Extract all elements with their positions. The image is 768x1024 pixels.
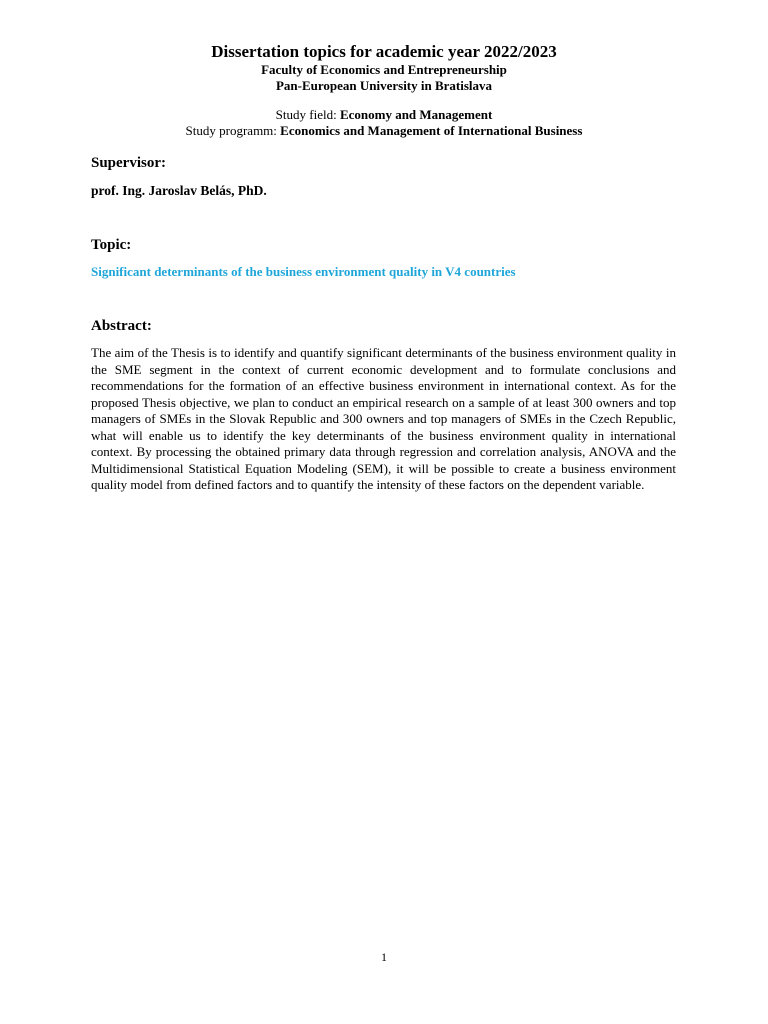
study-program-line — [0, 123, 768, 139]
topic-heading: Topic: — [91, 237, 132, 253]
university-name: Pan-European University in Bratislava — [275, 78, 493, 93]
supervisor-heading: Supervisor: — [91, 155, 166, 171]
study-field-line — [0, 107, 768, 123]
study-program-value: Economics and Management of International Business — [280, 123, 583, 138]
faculty-name: Faculty of Economics and Entrepreneurship — [261, 62, 507, 77]
study-program-label: Study programm: — [185, 123, 281, 138]
document-title: Dissertation topics for academic year 2022/2023 — [211, 42, 557, 61]
abstract-paragraph: The aim of the Thesis is to identify and quantify significant determinants of the business environment quality in the SME segment in the context of current economic development and to formulate conclusions and recommendations for the formation of an effective business environment in international context. As for the proposed Thesis objective, we plan to conduct an empirical research on a sample of at least 300 owners and top managers of SMEs in the Slovak Republic and 300 owners and top managers of SMEs in the Czech Republic, what will enable us to identify the key determinants of the business environment quality in international context. By processing the obtained primary data through regression and correlation analysis, ANOVA and the Multidimensional Statistical Equation Modeling (SEM), it will be possible to create a business environment quality model from defined factors and to quantify the intensity of these factors on the dependent variable. — [91, 345, 676, 492]
topic-text: Significant determinants of the business environment quality in V4 countries — [91, 264, 516, 279]
page-number: 1 — [381, 950, 387, 964]
study-field-value: Economy and Management — [339, 107, 493, 122]
study-field-label: Study field: — [275, 107, 340, 122]
abstract-heading: Abstract: — [91, 318, 152, 334]
supervisor-name: prof. Ing. Jaroslav Belás, PhD. — [91, 183, 267, 198]
